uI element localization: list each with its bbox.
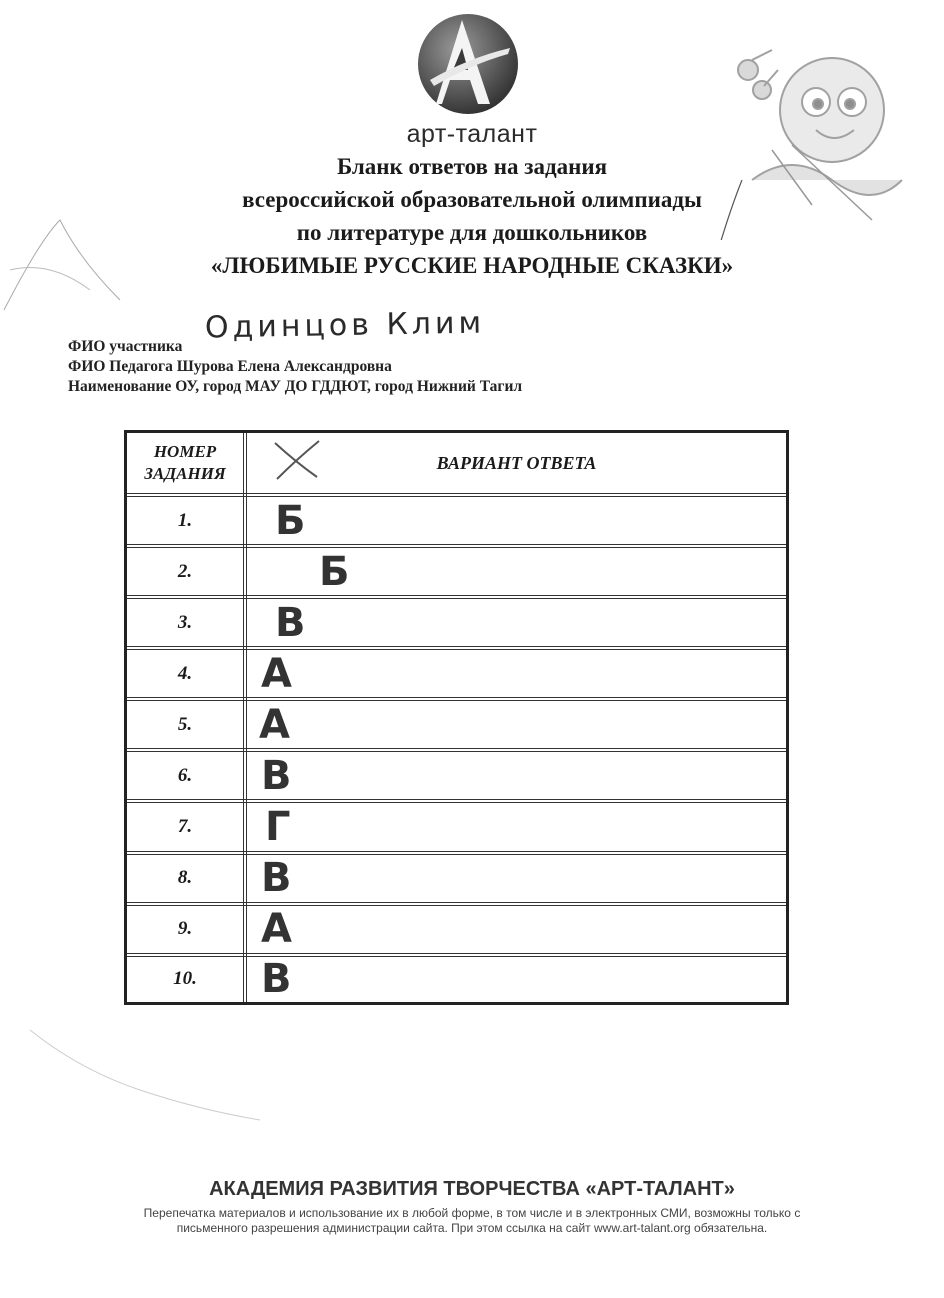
- brand-name: арт-талант: [406, 120, 538, 148]
- task-number: 8.: [127, 853, 245, 904]
- table-row: [127, 904, 786, 955]
- participant-label: ФИО участника: [68, 338, 183, 355]
- task-number: 7.: [127, 801, 245, 852]
- title-line-2: всероссийской образовательной олимпиады: [242, 187, 702, 212]
- participant-name-handwritten: Одинцов Клим: [204, 305, 486, 346]
- answer-handwritten: В: [275, 599, 306, 646]
- footer-note-line-1: Перепечатка материалов и использование их в любой форме, в том числе и в электронных СМИ, возможны только с: [143, 1206, 801, 1220]
- answer-cell: [245, 648, 786, 699]
- table-row: [127, 853, 786, 904]
- answer-cell: [245, 904, 786, 955]
- footer-note: [90, 1206, 854, 1236]
- cross-mark-icon: [269, 437, 325, 483]
- table-row: [127, 699, 786, 750]
- task-number: 1.: [127, 495, 245, 546]
- table-row: [127, 546, 786, 597]
- header-answer-label: ВАРИАНТ ОТВЕТА: [436, 452, 597, 473]
- answer-table: [124, 430, 789, 1005]
- task-number: 4.: [127, 648, 245, 699]
- header-answer: [245, 433, 786, 495]
- task-number: 2.: [127, 546, 245, 597]
- table-row: [127, 955, 786, 1002]
- table-row: [127, 801, 786, 852]
- answer-handwritten: А: [261, 650, 292, 697]
- teacher-value: Шурова Елена Александровна: [176, 358, 392, 375]
- answer-cell: [245, 801, 786, 852]
- participant-field: [68, 338, 182, 356]
- answer-handwritten: Б: [275, 497, 306, 544]
- institution-field: [68, 378, 522, 396]
- answer-handwritten: В: [261, 855, 292, 902]
- answer-cell: [245, 699, 786, 750]
- footer-note-line-2: письменного разрешения администрации сайта. При этом ссылка на сайт www.art-talant.org обязательна.: [176, 1221, 768, 1235]
- task-number: 3.: [127, 597, 245, 648]
- mascot-illustration-icon: [712, 30, 912, 240]
- answer-cell: [245, 750, 786, 801]
- pencil-scribble-icon: [20, 1010, 320, 1130]
- table-row: [127, 495, 786, 546]
- answer-cell: [245, 546, 786, 597]
- title-line-3: по литературе для дошкольников: [296, 220, 648, 245]
- teacher-field: [68, 358, 392, 376]
- answer-handwritten: Б: [319, 548, 350, 595]
- answer-cell: [245, 853, 786, 904]
- answer-handwritten: Г: [265, 804, 291, 850]
- institution-value: МАУ ДО ГДДЮТ, город Нижний Тагил: [245, 378, 523, 395]
- task-number: 5.: [127, 699, 245, 750]
- title-line-1: Бланк ответов на задания: [336, 154, 608, 179]
- answer-handwritten: А: [261, 906, 292, 953]
- task-number: 6.: [127, 750, 245, 801]
- pencil-scribble-icon: [0, 200, 140, 320]
- art-talant-logo-icon: [412, 8, 524, 120]
- answer-handwritten: В: [261, 752, 292, 799]
- table-row: [127, 750, 786, 801]
- title-line-4: «ЛЮБИМЫЕ РУССКИЕ НАРОДНЫЕ СКАЗКИ»: [210, 253, 734, 278]
- table-row: [127, 597, 786, 648]
- footer-title: АКАДЕМИЯ РАЗВИТИЯ ТВОРЧЕСТВА «АРТ-ТАЛАНТ»: [209, 1178, 735, 1200]
- table-header-row: [127, 433, 786, 495]
- table-row: [127, 648, 786, 699]
- task-number: 9.: [127, 904, 245, 955]
- header-number: НОМЕР ЗАДАНИЯ: [127, 433, 245, 495]
- teacher-label: ФИО Педагога: [68, 358, 173, 375]
- institution-label: Наименование ОУ, город: [68, 378, 242, 395]
- answer-handwritten: В: [261, 956, 292, 1003]
- answer-cell: [245, 597, 786, 648]
- answer-handwritten: А: [259, 701, 290, 748]
- answer-cell: [245, 495, 786, 546]
- answer-cell: [245, 955, 786, 1002]
- task-number: 10.: [127, 955, 245, 1002]
